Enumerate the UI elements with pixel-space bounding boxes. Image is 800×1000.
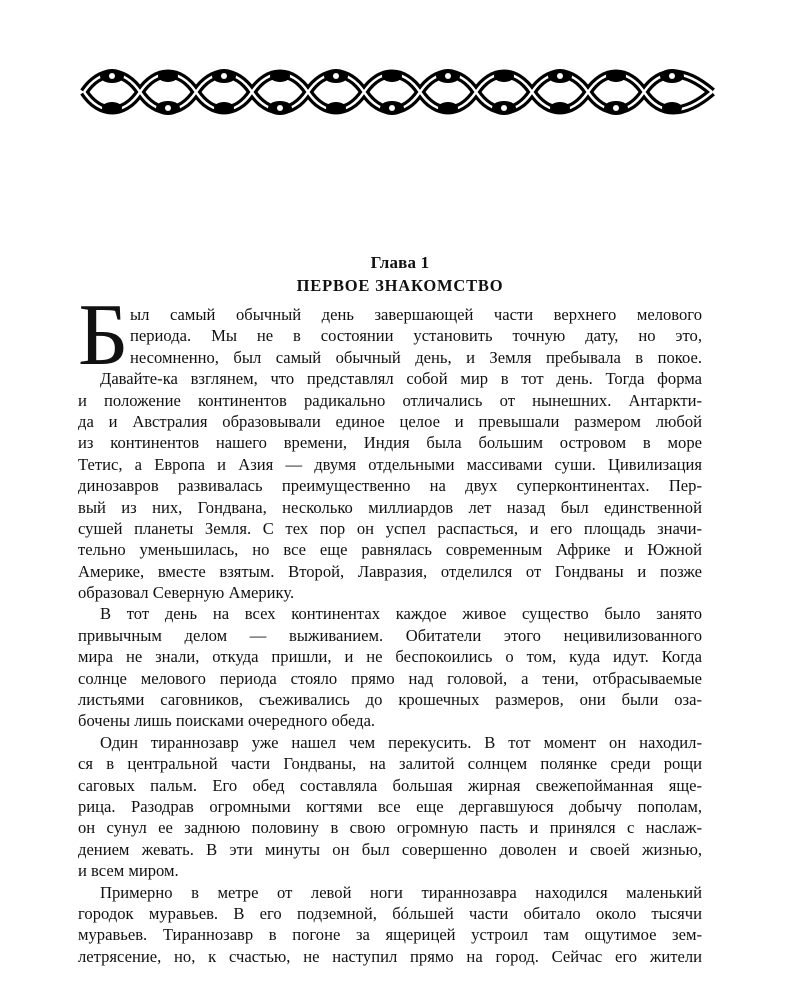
text-line: Тетис, а Европа и Азия — двумя отдельными массивами суши. Цивилизация — [78, 454, 702, 474]
text-line: привычным делом — выживанием. Обитатели этого нецивилизованного — [78, 625, 702, 645]
text-line: летрясение, но, к счастью, не наступил прямо на город. Сейчас его жители — [78, 946, 702, 966]
text-line: муравьев. Тираннозавр в погоне за ящерицей устроил там ощутимое зем- — [78, 925, 702, 945]
text-line: ыл самый обычный день завершающей части верхнего мелового — [130, 305, 702, 324]
text-line: и положение континентов радикально отличались от нынешних. Антаркти- — [78, 390, 702, 410]
text-line: солнце мелового периода стояло прямо над головой, а тени, отбрасываемые — [78, 668, 702, 688]
text-line: и всем миром. — [78, 861, 179, 881]
celtic-knot-ornament — [80, 66, 716, 118]
paragraph-3 — [78, 603, 702, 731]
chapter-number: Глава 1 — [370, 253, 430, 272]
text-line: листьями саговников, съеживались до крошечных размеров, они были оза- — [78, 690, 702, 710]
text-line: сушей планеты Земля. С тех пор он успел распасться, и его площадь значи- — [78, 518, 702, 538]
paragraph-2 — [78, 368, 702, 603]
text-line: Давайте-ка взглянем, что представлял собой мир в тот день. Тогда форма — [100, 369, 702, 389]
text-line: динозавров развивалась преимущественно на двух суперконтинентах. Пер- — [78, 476, 702, 496]
text-line: периода. Мы не в состоянии установить точную дату, но это, — [130, 326, 702, 346]
text-line: из континентов нашего времени, Индия была большим островом в море — [78, 433, 702, 453]
text-line: бочены лишь поисками очередного обеда. — [78, 711, 376, 731]
text-line: дением жевать. В эти минуты он был совершенно доволен и своей жизнью, — [78, 839, 702, 859]
chapter-title: ПЕРВОЕ ЗНАКОМСТВО — [296, 276, 504, 295]
celtic-knot-icon — [80, 66, 716, 118]
chapter-body — [78, 287, 702, 967]
text-line: образовал Северную Америку. — [78, 583, 295, 603]
paragraph-4 — [78, 732, 702, 882]
text-line: да и Австралия образовывали единое целое и превышали размером любой — [78, 411, 702, 431]
text-line: он сунул ее заднюю половину в свою огромную пасть и принялся с наслаж- — [78, 818, 702, 838]
text-line: несомненно, был самый обычный день, и Земля пребывала в покое. — [130, 347, 702, 367]
drop-cap: Б — [78, 287, 129, 384]
paragraph-5 — [78, 882, 702, 968]
text-line: тельно уменьшилась, но все еще равнялась современным Африке и Южной — [78, 540, 702, 560]
text-line: ся в центральной части Гондваны, на залитой солнцем полянке среди рощи — [78, 754, 702, 774]
text-line: В тот день на всех континентах каждое живое существо было занято — [100, 604, 702, 624]
text-line: рица. Разодрав огромными когтями все еще дергавшуюся добычу пополам, — [78, 796, 702, 816]
text-line: саговых пальм. Его обед составляла большая жирная свежепойманная яще- — [78, 775, 702, 795]
text-line: Америке, вместе взятым. Второй, Лавразия, отделился от Гондваны и позже — [78, 561, 702, 581]
text-line: Примерно в метре от левой ноги тираннозавра находился маленький — [100, 882, 702, 902]
text-line: Один тираннозавр уже нашел чем перекусить. В тот момент он находил- — [100, 732, 702, 752]
text-line: вый из них, Гондвана, несколько миллиардов лет назад был единственной — [78, 497, 702, 517]
text-line: мира не знали, откуда пришли, и не беспокоились о том, куда идут. Когда — [78, 647, 702, 667]
text-line: городок муравьев. В его подземной, бóльшей части обитало около тысячи — [78, 903, 702, 923]
